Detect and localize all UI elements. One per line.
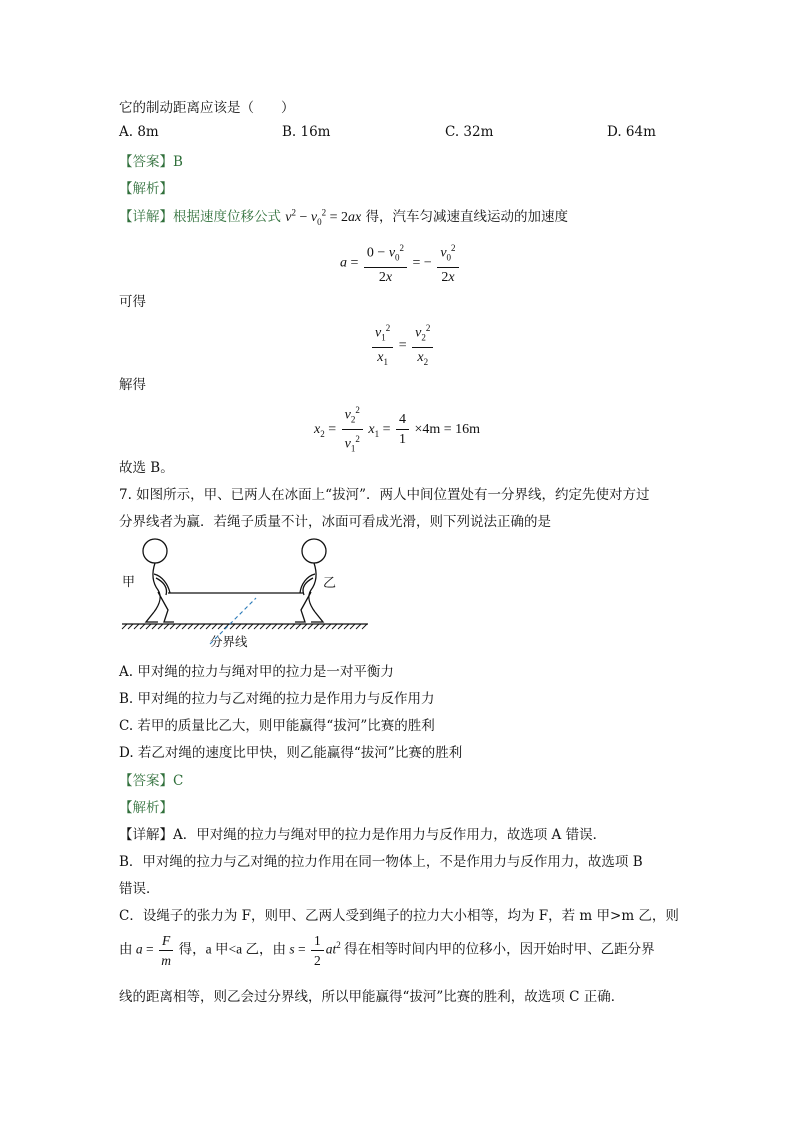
question6-stem-tail: 它的制动距离应该是（ ）	[119, 100, 295, 116]
q7-detail-c2-b: 得，a 甲<a 乙，由	[178, 941, 286, 957]
q7-analysis-heading: 【解析】	[119, 800, 173, 816]
q6-option-a: A. 8m	[119, 124, 159, 140]
q7-detail-c2-c: 得在相等时间内甲的位移小，因开始时甲、乙距分界	[344, 941, 655, 957]
label-jia: 甲	[122, 575, 136, 590]
q7-detail-c3: 线的距离相等，则乙会过分界线，所以甲能赢得“拔河”比赛的胜利，故选项 C 正确．	[119, 989, 625, 1005]
q7-option-d: D. 若乙对绳的速度比甲快，则乙能赢得“拔河”比赛的胜利	[119, 745, 463, 761]
q7-detail-a: 【详解】A．甲对绳的拉力与绳对甲的拉力是作用力与反作用力，故选项 A 错误．	[119, 827, 607, 843]
result-equation: $x_2$ = $\frac{v_2^2}{v_1^2}$ $x_1$ = $\frac{4}{1}$ ×4m = 16m	[314, 402, 480, 458]
fraction-four: 4	[396, 411, 409, 430]
q7-detail-c2-a: 由	[119, 941, 133, 957]
velocity-displacement-formula: $v^2 - v_0^2 = 2ax$	[285, 207, 362, 227]
q7-detail-b1: B．甲对绳的拉力与乙对绳的拉力作用在同一物体上，不是作用力与反作用力，故选项 B	[119, 854, 643, 870]
q7-option-b: B. 甲对绳的拉力与乙对绳的拉力是作用力与反作用力	[119, 691, 435, 707]
ratio-equation: $\frac{v_1^2}{x_1}$ = $\frac{v_2^2}{x_2}$	[370, 320, 435, 371]
q7-answer: 【答案】C	[119, 773, 184, 789]
q7-stem-line1: 7. 如图所示，甲、已两人在冰面上“拔河”．两人中间位置处有一分界线，约定先使对方过	[119, 487, 650, 503]
q6-kede: 可得	[119, 294, 146, 310]
tug-of-war-drawing	[118, 532, 378, 654]
acceleration-equation: a = $\frac{0 - v_0^2}{2x}$ = − $\frac{v_0^2}{2x}$	[340, 240, 461, 286]
q6-analysis-heading: 【解析】	[119, 181, 173, 197]
q7-option-c: C. 若甲的质量比乙大，则甲能赢得“拔河”比赛的胜利	[119, 718, 435, 734]
q6-detail-line	[119, 205, 568, 227]
q7-detail-c1: C．设绳子的张力为 F，则甲、乙两人受到绳子的拉力大小相等，均为 F，若 m 甲>m 乙，则	[119, 908, 679, 924]
person-jia	[143, 539, 174, 622]
q6-option-c: C. 32m	[445, 124, 494, 140]
q6-answer: 【答案】B	[119, 154, 183, 170]
q6-detail-tail: 得，汽车匀减速直线运动的加速度	[365, 209, 569, 225]
q6-conclusion: 故选 B。	[119, 460, 174, 476]
q7-stem-line2: 分界线者为赢．若绳子质量不计，冰面可看成光滑，则下列说法正确的是	[119, 514, 551, 530]
fraction-one: 1	[398, 432, 406, 448]
q7-option-a: A. 甲对绳的拉力与绳对甲的拉力是一对平衡力	[119, 664, 394, 680]
q7-detail-b2: 错误．	[119, 881, 160, 897]
label-yi: 乙	[323, 576, 337, 591]
q6-option-d: D. 64m	[607, 124, 656, 140]
q6-detail-intro: 【详解】根据速度位移公式	[119, 209, 281, 225]
tug-of-war-figure	[118, 532, 378, 654]
result-tail: ×4m = 16m	[414, 422, 481, 438]
person-yi	[295, 539, 326, 622]
q6-jiede: 解得	[119, 377, 146, 393]
boundary-label: 分界线	[210, 634, 248, 649]
q6-option-b: B. 16m	[282, 124, 331, 140]
q7-detail-c2: 由 a = $\frac{F}{m}$ 得，a 甲<a 乙，由 s = $\frac{1}{2}$ $at^2$ 得在相等时间内甲的位移小，因开始时甲、乙距分界	[119, 933, 655, 968]
ice-hatching	[122, 624, 367, 629]
